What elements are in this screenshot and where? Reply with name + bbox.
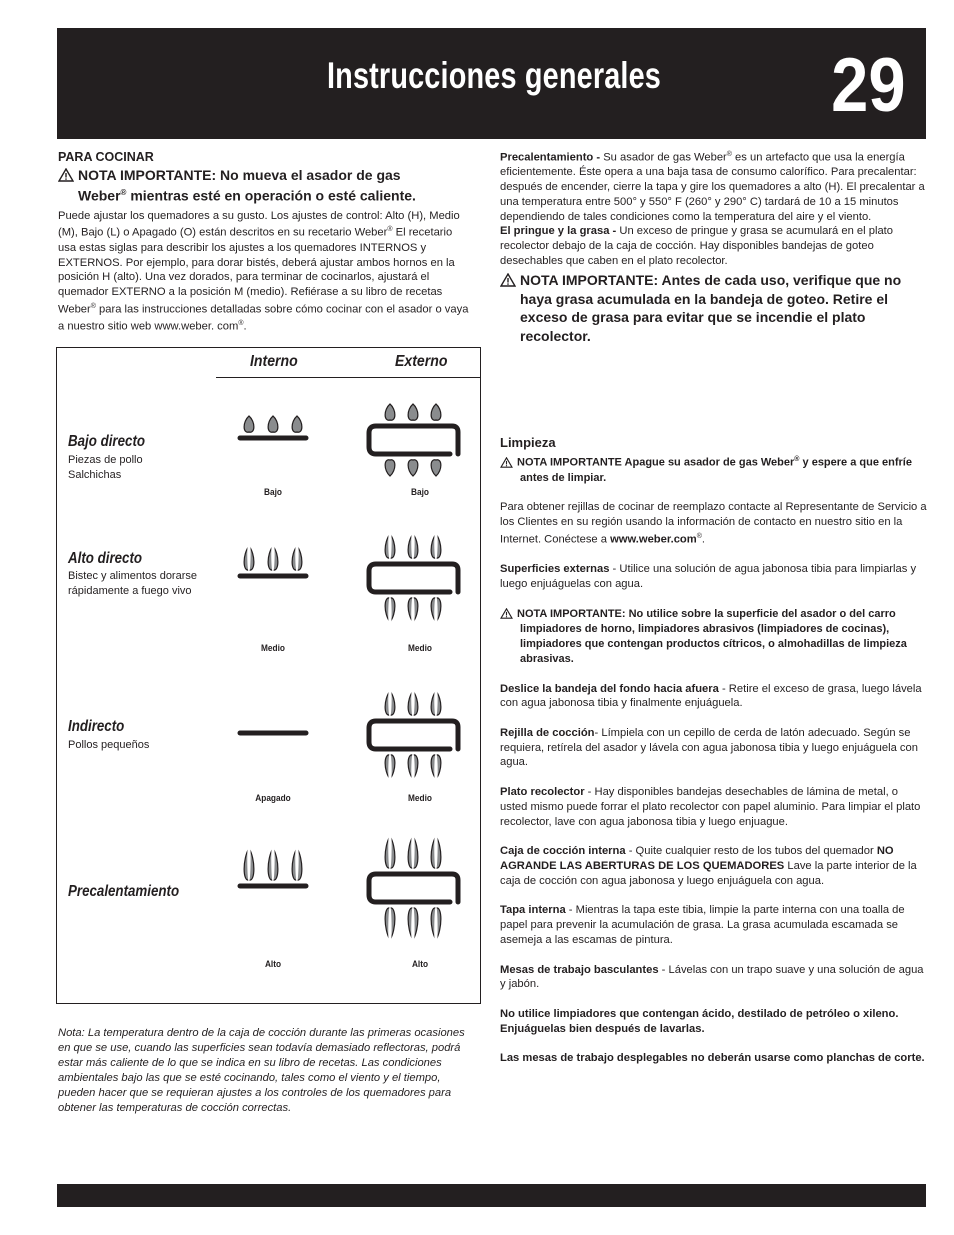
precal-label: Precalentamiento - [500, 151, 601, 164]
reg-mark: ® [90, 302, 96, 310]
warning-icon [500, 608, 513, 619]
intro-c: para las instrucciones detalladas sobre cómo cocinar con el asador o vaya a nuestro sitio web www.weber. com [58, 303, 469, 333]
col-header-interno: Interno [250, 353, 298, 370]
flame-icon [268, 416, 278, 432]
caja-a: - Quite cualquier resto de los tubos del quemador [625, 845, 877, 858]
flame-icon [385, 404, 395, 420]
mesas-paragraph [500, 963, 928, 992]
outer-burner-icon [369, 564, 458, 592]
flame-icon [292, 416, 302, 432]
outer-burner-icon [369, 874, 458, 902]
intro-d: . [243, 320, 247, 333]
weber-url-link[interactable]: www.weber.com [610, 533, 697, 546]
tapa-label: Tapa interna [500, 904, 566, 917]
warning-icon [500, 457, 513, 468]
grasa-paragraph [500, 224, 928, 268]
label-externo-row3: Medio [408, 793, 432, 803]
limpiadores-text: NOTA IMPORTANTE: No utilice sobre la superficie del asador o del carro limpiadores de horno, limpiadores abrasivos (limpiadores de cocinas), limpiadores que contengan productos cítricos, o almohadillas de limpieza abrasivas. [517, 607, 907, 665]
page-footer [57, 1184, 926, 1207]
tapa-paragraph [500, 903, 928, 947]
deslice-text: - Retire el exceso de grasa, luego lávela con agua jabonosa tibia y finalmente enjuáguela. [500, 682, 922, 710]
plato-text: - Hay disponibles bandejas desechables de lámina de metal, o usted mismo puede forrar el plato recolector con papel aluminio. Para limpiar el plato recolector, lave con agua jabonosa tibia y luego enjuague. [500, 786, 921, 828]
row-title-alto-directo: Alto directo [68, 550, 143, 567]
mesas-desplegables-paragraph: Las mesas de trabajo desplegables no deberán usarse como planchas de corte. [500, 1052, 925, 1065]
label-interno-row4: Alto [264, 959, 282, 969]
intro-b: El recetario usa estas siglas para describir los ajustes a los quemadores INTERNOS y EXTERNOS. Por ejemplo, para dorar bistés, deberá ajustar ambos hornos en la posición H (alto). Una vez dorados, para terminar de cocinarlos, ajustará el quemador EXTERNO a la posición M (medio). Refiérase a su libro de recetas Weber [58, 227, 455, 316]
warning-line1: NOTA IMPORTANTE: No mueva el asador de gas [78, 167, 401, 183]
row-title-bajo-directo: Bajo directo [68, 433, 146, 450]
caja-b: Lave la parte interior de la caja de cocción con agua jabonosa y luego enjuáguela con agua. [500, 860, 917, 887]
mesas-label: Mesas de trabajo basculantes [500, 963, 659, 976]
outer-burner-icon [369, 721, 458, 749]
grasa-label: El pringue y la grasa - [500, 225, 617, 238]
reg-mark: ® [238, 320, 244, 328]
precalentamiento-paragraph [500, 148, 928, 224]
precal-b: es un artefacto que usa la energía eficientemente. Éste opera a una baja tasa de consumo calorífico. Para precalentar: después de encender, cierre la tapa y gire los quemadores a alto (H). El precalentar a una temperatura entre 500° y 550° F (260° y 290° C) tardará de 10 a 15 minutos dependiendo de tales condiciones como la temperatura del aire y el viento. [500, 151, 925, 223]
warning-line2a: Weber [78, 187, 121, 204]
sup-text: - Utilice una solución de agua jabonosa tibia para limpiarlas y luego enjuáguelas con agua. [500, 563, 917, 590]
reg-mark: ® [726, 151, 732, 158]
label-externo-row1: Bajo [411, 487, 429, 497]
row-sub-alto-directo: Bistec y alimentos dorarse rápidamente a fuego vivo [68, 570, 197, 597]
rejilla-text: - Límpiela con un cepillo de cerda de latón adecuado. Según se requiera, retírela del asador y lávela con agua jabonosa tibia y luego enjuáguela con agua. [500, 727, 918, 769]
apague-b: y espere a que enfríe antes de limpiar. [520, 457, 912, 484]
superficies-paragraph [500, 562, 928, 591]
no-utilice-paragraph: No utilice limpiadores que contengan ácido, destilado de petróleo o xileno. Enjuáguelas bien después de lavarlas. [500, 1007, 899, 1035]
section-title: PARA COCINAR [58, 150, 154, 164]
row-sub-indirecto: Pollos pequeños [68, 739, 150, 751]
outer-burner-icon [369, 426, 458, 454]
col-header-externo: Externo [395, 353, 448, 370]
label-interno-row3: Apagado [255, 793, 291, 803]
caja-label: Caja de cocción interna [500, 845, 626, 858]
reg-mark: ® [794, 456, 800, 464]
rejillas-paragraph [500, 500, 928, 547]
caja-bold: NO AGRANDE LAS ABERTURAS DE LOS QUEMADORES [500, 845, 894, 872]
flame-icon [244, 416, 254, 432]
intro-a: Puede ajustar los quemadores a su gusto. Los ajustes de control: Alto (H), Medio (M), Bajo (L) o Apagado (O) están descritos en su recetario Weber [58, 209, 460, 240]
caja-paragraph [500, 844, 928, 888]
deslice-label: Deslice la bandeja del fondo hacia afuera [500, 682, 719, 695]
sup-label: Superficies externas [500, 563, 610, 576]
flame-icon [408, 460, 418, 476]
reg-mark: ® [387, 226, 393, 234]
flame-icon [431, 404, 441, 420]
tapa-text: - Mientras la tapa este tibia, limpie la parte interna con una toalla de papel para prevenir la acumulación de grasa. La grasa acumulada escamada se asemeja a las escamas de pintura. [500, 904, 905, 946]
label-interno-row1: Bajo [264, 487, 282, 497]
warning-icon [500, 273, 516, 287]
page-title: Instrucciones generales [327, 55, 662, 96]
row-sub-bajo-directo: Piezas de pollo Salchichas [68, 454, 143, 481]
page-number: 29 [831, 43, 906, 128]
row-title-indirecto: Indirecto [68, 718, 125, 735]
mesas-text: - Lávelas con un trapo suave y una solución de agua y jabón. [500, 963, 924, 991]
rejillas-b: . [701, 533, 705, 546]
rejillas-a: Para obtener rejillas de cocinar de reemplazo contacte al Representante de Servicio a los Clientes en su región usando la información de contacto en nuestro sitio en la Internet. Conéctese a [500, 501, 927, 546]
grasa-text: Un exceso de pringue y grasa se acumulará en el plato recolector debajo de la caja de cocción. Hay disponibles bandejas de goteo desechables que caben en el plato recolector. [500, 225, 894, 267]
warning-line2b: mientras esté en operación o esté caliente. [126, 187, 416, 204]
plato-label: Plato recolector [500, 786, 585, 799]
plato-paragraph [500, 785, 928, 829]
row-title-precalentamiento: Precalentamiento [68, 883, 180, 900]
deslice-paragraph [500, 682, 928, 711]
note-text: Nota: La temperatura dentro de la caja de cocción durante las primeras ocasiones en que se use, cuando las superficies sean todavía demasiado reflectoras, podrá estar más caliente de lo que se indica en su libro de recetas. Las condiciones ambientales bajo las que se esté cocinando, tales como el viento y el tiempo, pueden hacer que se requieran ajustes a los controles de los quemadores para obtener las temperaturas de cocción correctas. [58, 1027, 465, 1114]
warning-limpiadores [500, 607, 928, 667]
warning-grasa [500, 271, 928, 345]
rejilla-label: Rejilla de cocción [500, 727, 595, 740]
precal-a: Su asador de gas Weber [600, 151, 727, 164]
label-externo-row4: Alto [411, 959, 429, 969]
flame-icon [385, 460, 395, 476]
label-externo-row2: Medio [408, 643, 432, 653]
label-interno-row2: Medio [261, 643, 285, 653]
apague-a: NOTA IMPORTANTE Apague su asador de gas Weber [517, 457, 795, 470]
flame-icon [431, 460, 441, 476]
reg-mark: ® [696, 532, 702, 540]
reg-mark: ® [120, 188, 127, 197]
right-column [500, 148, 928, 1066]
rejilla-paragraph [500, 726, 928, 770]
temperature-note [58, 1026, 476, 1116]
flame-icon [408, 404, 418, 420]
warning-grasa-text: NOTA IMPORTANTE: Antes de cada uso, verifique que no haya grasa acumulada en la bandeja de goteo. Retire el exceso de grasa para evitar que se incendie el plato recolector. [520, 272, 902, 344]
warning-apague [500, 453, 928, 485]
limpieza-title: Limpieza [500, 435, 556, 451]
